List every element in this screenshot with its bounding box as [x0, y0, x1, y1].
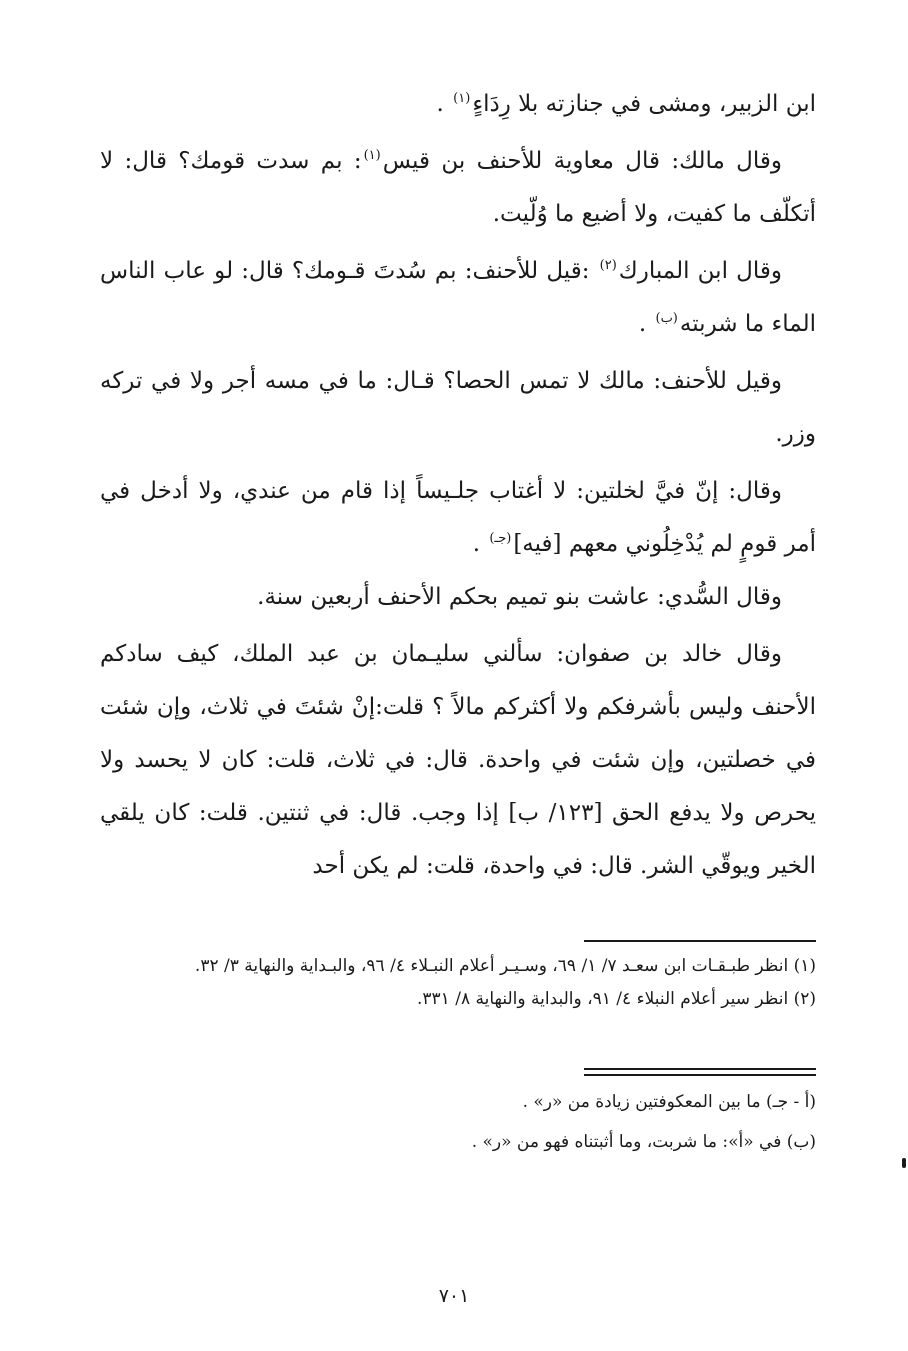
scan-edge-mark — [902, 1158, 906, 1168]
paragraph-text-tail: . — [472, 531, 488, 557]
paragraph-3 — [100, 245, 816, 351]
paragraph-6 — [100, 571, 816, 624]
paragraph-text: وقال مالك: قال معاوية للأحنف بن قيس — [382, 148, 782, 174]
paragraph-text-tail: . — [436, 91, 452, 117]
paragraph-4 — [100, 355, 816, 461]
footnote-marker[interactable]: (١) — [363, 148, 381, 164]
footnotes — [104, 950, 816, 1016]
footnote-separator — [584, 940, 816, 942]
variant-note-a: (أ - جـ) ما بين المعكوفتين زيادة من «ر» . — [522, 1092, 816, 1112]
paragraph-1 — [100, 78, 816, 131]
paragraph-7 — [100, 628, 816, 893]
variant-note-b: (ب) في «أ»: ما شربت، وما أثبتناه فهو من «ر» . — [471, 1132, 816, 1152]
paragraph-text: ابن الزبير، ومشى في جنازته بلا رِدَاءٍ — [472, 91, 816, 117]
paragraph-text: وقال ابن المبارك — [618, 258, 782, 284]
paragraph-text: وقال السُّدي: عاشت بنو تميم بحكم الأحنف أربعين سنة. — [257, 584, 782, 610]
paragraph-text-tail: : بم سدت قومك؟ قال: لا أتكلّف ما كفيت، ولا أضيع ما وُلّيت. — [100, 148, 816, 227]
footnote-marker[interactable]: (٢) — [599, 258, 617, 274]
variant-marker[interactable]: (جـ) — [489, 531, 512, 547]
main-text — [100, 78, 816, 893]
paragraph-2 — [100, 135, 816, 241]
paragraph-text-tail: . — [638, 311, 654, 337]
footnote-1: (١) انظر طبـقـات ابن سعـد ٧/ ١/ ٦٩، وسـيـر أعلام النبـلاء ٤/ ٩٦، والبـداية والنهاية ٣/ ٣٢. — [194, 956, 816, 976]
paragraph-text: وقال خالد بن صفوان: سألني سليـمان بن عبد الملك، كيف سادكم الأحنف وليس بأشرفكم ولا أكثركم مالاً ؟ قلت:إنْ شئتَ في ثلاث، وإن شئت في خصلتين، وإن شئت في واحدة. قال: في ثلاث، قلت: كان لا يحسد ولا يحرص ولا يدفع الحق [١٢٣/ ب] إذا وجب. قال: في ثنتين. قلت: كان يلقي الخير ويوقّي الشر. قال: في واحدة، قلت: لم يكن أحد — [100, 641, 816, 879]
variants-separator — [584, 1068, 816, 1076]
footnote-marker[interactable]: (١) — [453, 91, 471, 107]
footnote-2: (٢) انظر سير أعلام النبلاء ٤/ ٩١، والبداية والنهاية ٨/ ٣٣١. — [417, 989, 816, 1009]
paragraph-text: وقيل للأحنف: مالك لا تمس الحصا؟ قـال: ما في مسه أجر ولا في تركه وزر. — [100, 368, 816, 447]
variant-marker[interactable]: (ب) — [655, 311, 678, 327]
paragraph-text-tail: :قيل للأحنف: بم سُدتَ قـومك؟ قال: لو عاب الناس الماء ما شربته — [100, 258, 816, 337]
variant-notes — [104, 1082, 816, 1162]
paragraph-5 — [100, 465, 816, 571]
page-number: ٧٠١ — [438, 1285, 470, 1307]
paragraph-text: وقال: إنّ فيَّ لخلتين: لا أغتاب جلـيساً إذا قام من عندي، ولا أدخل في أمر قومٍ لم يُدْخِلُوني معهم [فيه] — [100, 478, 816, 557]
